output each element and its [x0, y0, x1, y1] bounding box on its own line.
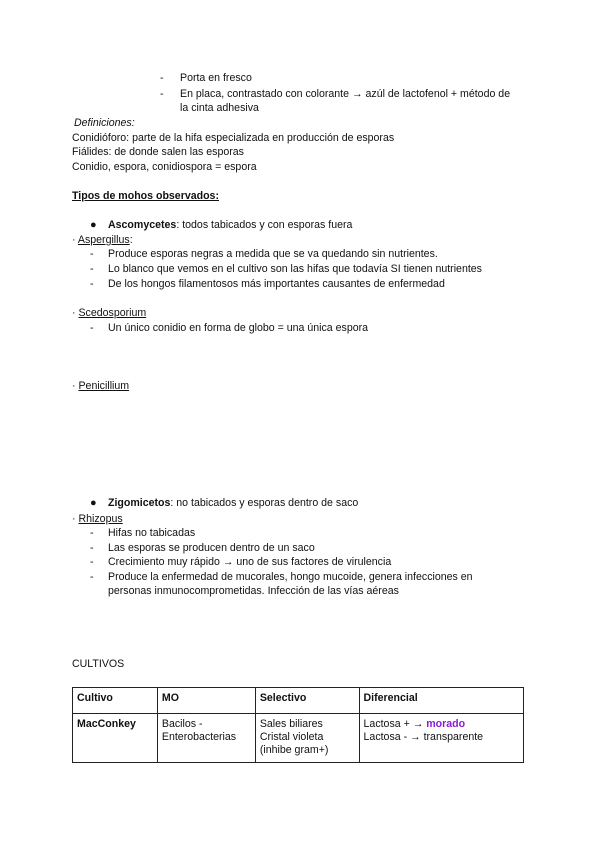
mo-cell	[157, 714, 255, 763]
definition-line: Conidio, espora, conidiospora = espora	[72, 161, 257, 173]
lactosa-positive-label: Lactosa + →	[363, 718, 427, 730]
ascomycetes-line	[108, 219, 352, 232]
aspergillus-name: Aspergillus	[77, 234, 130, 246]
aspergillus-heading	[72, 234, 133, 247]
mo-line: Bacilos -	[161, 718, 203, 730]
rhizopus-item: Produce la enfermedad de mucorales, hongo mucoide, genera infecciones en	[108, 571, 473, 583]
bullet-icon: ●	[90, 219, 97, 231]
list-dash: -	[90, 278, 94, 290]
zygomycetes-desc: : no tabicados y esporas dentro de saco	[170, 497, 359, 509]
intro-item-2: En placa, contrastado con colorante → azúl de lactofenol + método de	[180, 88, 511, 100]
molds-section-title: Tipos de mohos observados:	[72, 190, 219, 202]
mo-line: Enterobacterias	[161, 731, 237, 743]
scedosporium-heading	[72, 307, 146, 320]
colon: :	[129, 234, 133, 246]
diferencial-line: Lactosa - → transparente	[363, 731, 484, 743]
table-header-row	[73, 688, 524, 714]
aspergillus-item: De los hongos filamentosos más importantes causantes de enfermedad	[108, 278, 445, 290]
cultures-table	[72, 687, 524, 763]
rhizopus-item: Hifas no tabicadas	[108, 527, 196, 539]
middot-prefix: ·	[72, 234, 78, 246]
rhizopus-item-cont: personas inmunocomprometidas. Infección de las vías aéreas	[108, 585, 399, 597]
list-dash: -	[160, 88, 164, 100]
list-dash: -	[90, 542, 94, 554]
penicillium-name: Penicillium	[78, 380, 130, 392]
definition-line: Fiálides: de donde salen las esporas	[72, 146, 244, 158]
list-dash: -	[90, 263, 94, 275]
definitions-heading: Definiciones:	[74, 117, 135, 129]
list-dash: -	[90, 571, 94, 583]
ascomycetes-term: Ascomycetes	[108, 219, 177, 231]
table-header-cell: Diferencial	[359, 688, 523, 714]
bullet-icon: ●	[90, 497, 97, 509]
zygomycetes-term: Zigomicetos	[108, 497, 171, 509]
list-dash: -	[90, 556, 94, 568]
rhizopus-heading	[72, 513, 123, 526]
selectivo-line: Sales biliares	[259, 718, 323, 730]
table-row	[73, 714, 524, 763]
list-dash: -	[160, 72, 164, 84]
table-header-cell: Cultivo	[73, 688, 158, 714]
rhizopus-name: Rhizopus	[78, 513, 123, 525]
selectivo-line: (inhibe gram+)	[259, 744, 329, 756]
list-dash: -	[90, 527, 94, 539]
selectivo-cell	[255, 714, 359, 763]
scedosporium-item: Un único conidio en forma de globo = una única espora	[108, 322, 369, 334]
penicillium-heading	[72, 380, 129, 393]
aspergillus-item: Lo blanco que vemos en el cultivo son las hifas que todavía SI tienen nutrientes	[108, 263, 482, 275]
diferencial-line	[364, 718, 518, 731]
intro-item-1: Porta en fresco	[180, 72, 252, 84]
cultures-heading: CULTIVOS	[72, 658, 125, 670]
intro-item-2-cont: la cinta adhesiva	[180, 102, 259, 114]
middot-prefix: ·	[72, 513, 79, 525]
diferencial-cell	[359, 714, 523, 763]
middot-prefix: ·	[72, 380, 79, 392]
aspergillus-item: Produce esporas negras a medida que se va quedando sin nutrientes.	[108, 248, 438, 260]
list-dash: -	[90, 322, 94, 334]
middot-prefix: ·	[72, 307, 79, 319]
list-dash: -	[90, 248, 94, 260]
culture-name-cell: MacConkey	[73, 714, 158, 763]
selectivo-line: Cristal violeta	[259, 731, 324, 743]
morado-text: morado	[426, 718, 466, 730]
scedosporium-name: Scedosporium	[78, 307, 147, 319]
rhizopus-item: Las esporas se producen dentro de un saco	[108, 542, 315, 554]
definition-line: Conidióforo: parte de la hifa especializada en producción de esporas	[72, 132, 395, 144]
ascomycetes-desc: : todos tabicados y con esporas fuera	[176, 219, 353, 231]
zygomycetes-line	[108, 497, 358, 510]
rhizopus-item: Crecimiento muy rápido → uno de sus factores de virulencia	[108, 556, 392, 568]
table-header-cell: MO	[157, 688, 255, 714]
table-header-cell: Selectivo	[255, 688, 359, 714]
